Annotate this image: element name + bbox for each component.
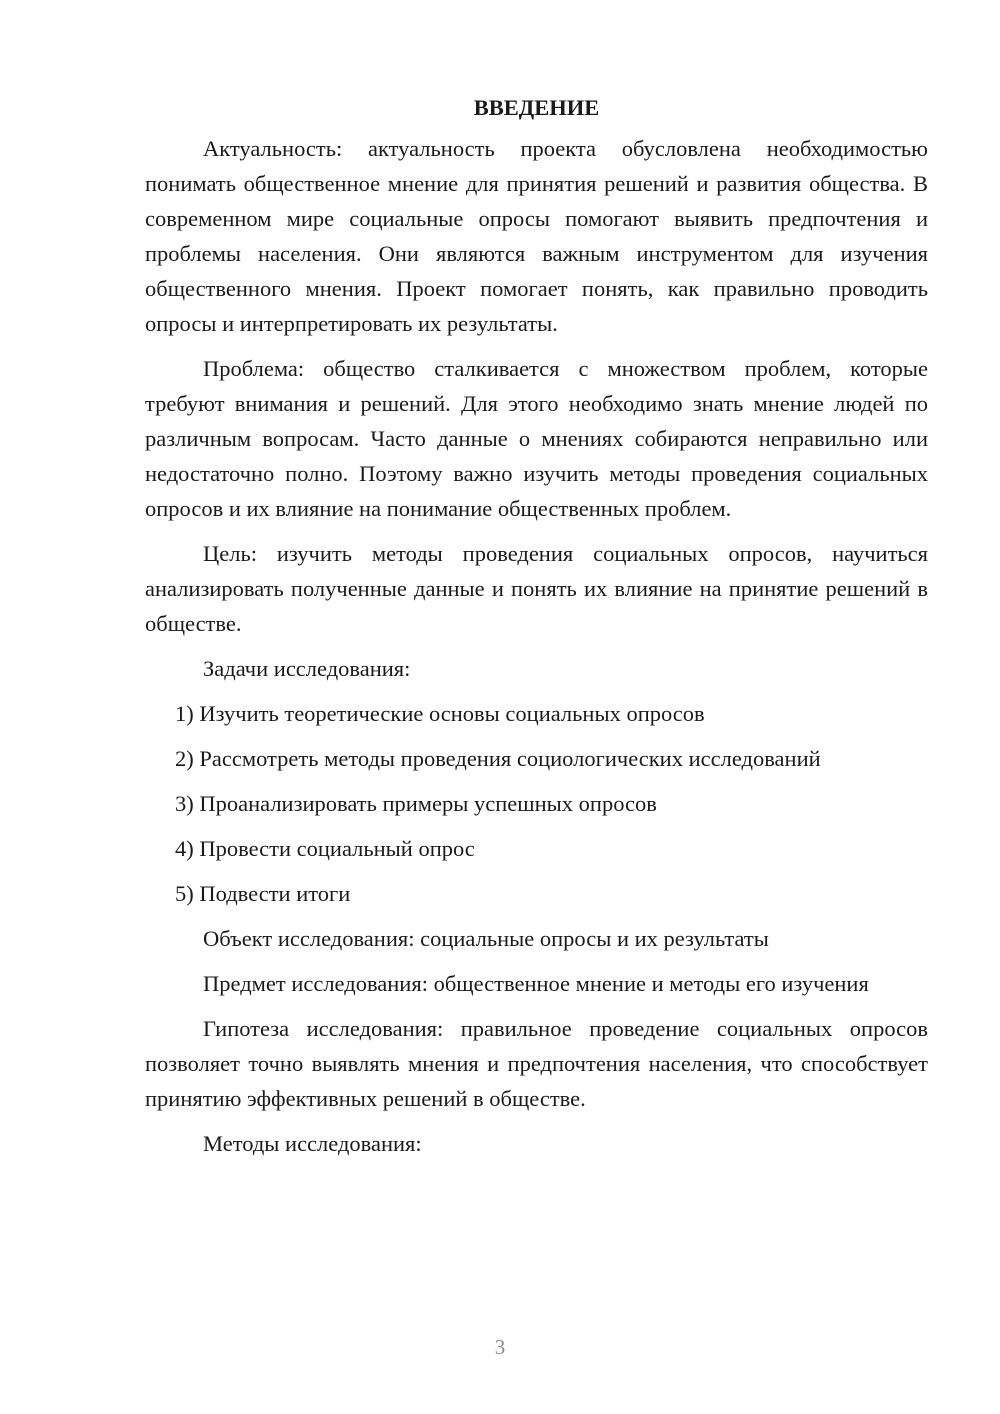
- list-item: 3) Проанализировать примеры успешных опросов: [175, 791, 657, 816]
- research-hypothesis: Гипотеза исследования: правильное проведение социальных опросов позволяет точно выявлять мнения и предпочтения населения, что способствует принятию эффективных решений в обществе.: [145, 1016, 928, 1111]
- research-methods: Методы исследования:: [203, 1131, 422, 1156]
- paragraph-goal: Цель: изучить методы проведения социальных опросов, научиться анализировать полученные данные и понять их влияние на принятие решений в обществе.: [145, 541, 928, 636]
- page-number: 3: [494, 1335, 506, 1359]
- page-title: ВВЕДЕНИЕ: [473, 95, 600, 120]
- list-item: 2) Рассмотреть методы проведения социологических исследований: [175, 746, 821, 771]
- list-item: 4) Провести социальный опрос: [175, 836, 475, 861]
- tasks-title: Задачи исследования:: [203, 656, 411, 681]
- paragraph-problem: Проблема: общество сталкивается с множеством проблем, которые требуют внимания и решений. Для этого необходимо знать мнение людей по различным вопросам. Часто данные о мнениях собираются неправильно или недостаточно полно. Поэтому важно изучить методы проведения социальных опросов и их влияние на понимание общественных проблем.: [145, 356, 928, 521]
- page-content: [145, 90, 928, 1171]
- list-item: 5) Подвести итоги: [175, 881, 351, 906]
- list-item: 1) Изучить теоретические основы социальных опросов: [175, 701, 705, 726]
- tasks-list: [145, 696, 928, 911]
- paragraph-relevance: Актуальность: актуальность проекта обусловлена необходимостью понимать общественное мнение для принятия решений и развития общества. В современном мире социальные опросы помогают выявить предпочтения и проблемы населения. Они являются важным инструментом для изучения общественного мнения. Проект помогает понять, как правильно проводить опросы и интерпретировать их результаты.: [145, 136, 928, 336]
- research-subject: Предмет исследования: общественное мнение и методы его изучения: [203, 971, 869, 996]
- research-object: Объект исследования: социальные опросы и их результаты: [203, 926, 769, 951]
